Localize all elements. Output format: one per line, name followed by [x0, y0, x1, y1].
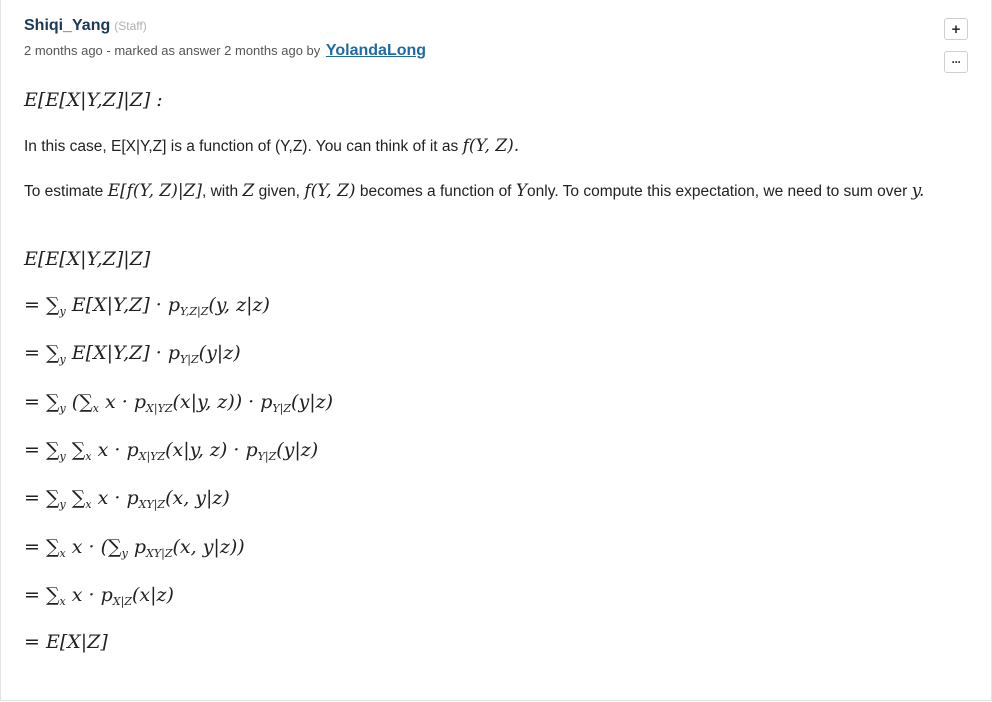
derivation-line-2: = $\sum_y$ $E[X|Y,Z] \cdot p_{Y,Z|Z}(y$, z|z)	[24, 294, 270, 318]
post-meta	[24, 42, 426, 60]
author-line	[24, 17, 147, 35]
paragraph-1	[24, 135, 954, 158]
paragraph-2-text-a: To estimate	[24, 183, 104, 200]
derivation-line-7: = $\sum_x$ $x \cdot (\sum_y$ $p_{XY|Z}(x$, y|z))	[24, 536, 245, 560]
author-name[interactable]: Shiqi_Yang	[24, 17, 111, 34]
paragraph-2-math-4: Y	[515, 181, 528, 201]
paragraph-1-text: In this case, E[X|Y,Z] is a function of (Y,Z). You can think of it as	[24, 138, 459, 155]
paragraph-2-math-5: y.	[911, 181, 925, 201]
paragraph-2-text-d: becomes a function of	[359, 183, 512, 200]
derivation-line-8: = $\sum_x$ $x \cdot p_{X|Z}(x|z)$	[24, 584, 174, 608]
plus-icon: +	[951, 20, 961, 38]
answered-by-link[interactable]: YolandaLong	[325, 42, 427, 59]
paragraph-2-text-b: , with	[202, 183, 239, 200]
derivation-line-5: = $\sum_y$ $\sum_x$ $x \cdot p_{X|YZ}(x|y$, $z) \cdot p_{Y|Z}(y|z)$	[24, 439, 319, 463]
ellipsis-icon: ···	[951, 55, 961, 69]
paragraph-1-math: f(Y, Z).	[462, 136, 520, 156]
derivation-line-1: E[E[X|Y,Z]|Z]	[24, 248, 151, 270]
derivation-line-4: = $\sum_y$ ($\sum_x$ $x \cdot p_{X|YZ}(x|y$, $z)) \cdot p_{Y|Z}(y|z)$	[24, 391, 334, 415]
paragraph-2-math-3: f(Y, Z)	[304, 181, 356, 201]
author-role-badge: (Staff)	[114, 19, 147, 33]
add-button[interactable]	[944, 18, 968, 40]
more-options-button[interactable]	[944, 51, 968, 73]
paragraph-2	[24, 180, 954, 203]
paragraph-2-math-1: E[f(Y, Z)|Z]	[107, 181, 202, 201]
paragraph-2-text-c: given,	[258, 183, 300, 200]
heading-formula: E[E[X|Y,Z]|Z] :	[24, 89, 163, 111]
derivation-line-6: = $\sum_y$ $\sum_x$ $x \cdot p_{XY|Z}(x$, y|z)	[24, 487, 230, 511]
derivation-line-9: = E[X|Z]	[24, 631, 108, 653]
derivation-line-3: = $\sum_y$ $E[X|Y,Z] \cdot p_{Y|Z}(y|z)$	[24, 342, 241, 366]
paragraph-2-text-e: only. To compute this expectation, we need to sum over	[527, 183, 908, 200]
meta-text: 2 months ago - marked as answer 2 months ago by	[24, 43, 321, 58]
paragraph-2-math-2: Z	[242, 181, 255, 201]
